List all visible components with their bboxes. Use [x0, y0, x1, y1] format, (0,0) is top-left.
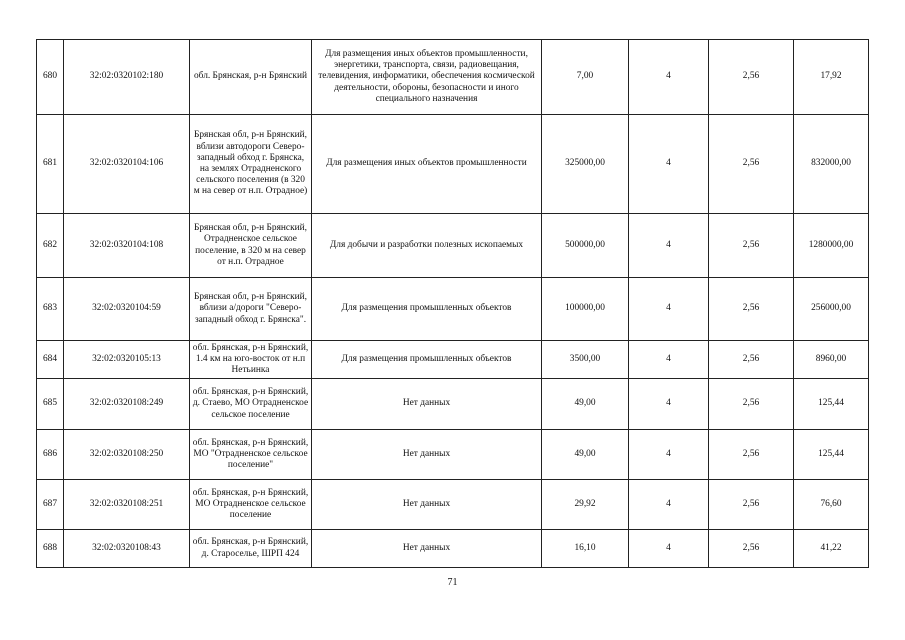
land-use-purpose: Нет данных [312, 530, 542, 568]
area: 100000,00 [542, 278, 629, 341]
rate: 2,56 [709, 379, 794, 430]
table-row [37, 379, 869, 430]
coefficient: 4 [629, 115, 709, 214]
rate: 2,56 [709, 430, 794, 480]
rate: 2,56 [709, 480, 794, 530]
table-row [37, 480, 869, 530]
amount: 125,44 [794, 430, 869, 480]
row-number: 680 [37, 40, 64, 115]
row-number: 684 [37, 341, 64, 379]
cadastral-number: 32:02:0320102:180 [64, 40, 190, 115]
address: Брянская обл, р-н Брянский, вблизи автодороги Северо-западный обход г. Брянска, на землях Отрадненского сельского поселения (в 320 м на север от н.п. Отрадное) [190, 115, 312, 214]
table-row [37, 341, 869, 379]
amount: 125,44 [794, 379, 869, 430]
address: обл. Брянская, р-н Брянский [190, 40, 312, 115]
area: 7,00 [542, 40, 629, 115]
rate: 2,56 [709, 115, 794, 214]
row-number: 683 [37, 278, 64, 341]
land-use-purpose: Нет данных [312, 430, 542, 480]
amount: 8960,00 [794, 341, 869, 379]
cadastral-number: 32:02:0320104:106 [64, 115, 190, 214]
rate: 2,56 [709, 530, 794, 568]
row-number: 688 [37, 530, 64, 568]
area: 3500,00 [542, 341, 629, 379]
table-row [37, 278, 869, 341]
address: обл. Брянская, р-н Брянский, д. Стаево, МО Отрадненское сельское поселение [190, 379, 312, 430]
land-use-purpose: Нет данных [312, 379, 542, 430]
table-body [37, 40, 869, 568]
table-row [37, 40, 869, 115]
table-row [37, 430, 869, 480]
address: Брянская обл, р-н Брянский, Отрадненское сельское поселение, в 320 м на север от н.п. Отрадное [190, 214, 312, 278]
row-number: 687 [37, 480, 64, 530]
cadastral-number: 32:02:0320108:43 [64, 530, 190, 568]
cadastral-number: 32:02:0320108:249 [64, 379, 190, 430]
rate: 2,56 [709, 214, 794, 278]
cadastral-number: 32:02:0320105:13 [64, 341, 190, 379]
coefficient: 4 [629, 430, 709, 480]
address: Брянская обл, р-н Брянский, вблизи а/дороги "Северо-западный обход г. Брянска". [190, 278, 312, 341]
amount: 76,60 [794, 480, 869, 530]
coefficient: 4 [629, 278, 709, 341]
table-row [37, 214, 869, 278]
cadastral-number: 32:02:0320104:59 [64, 278, 190, 341]
address: обл. Брянская, р-н Брянский, д. Староселье, ШРП 424 [190, 530, 312, 568]
land-use-purpose: Для размещения промышленных объектов [312, 278, 542, 341]
rate: 2,56 [709, 40, 794, 115]
coefficient: 4 [629, 341, 709, 379]
land-use-purpose: Для размещения промышленных объектов [312, 341, 542, 379]
amount: 1280000,00 [794, 214, 869, 278]
land-use-purpose: Для размещения иных объектов промышленности, энергетики, транспорта, связи, радиовещания, телевидения, информатики, обеспечения космической деятельности, обороны, безопасности и иного специального назначения [312, 40, 542, 115]
coefficient: 4 [629, 40, 709, 115]
cadastral-number: 32:02:0320108:250 [64, 430, 190, 480]
page-number: 71 [447, 577, 458, 588]
area: 325000,00 [542, 115, 629, 214]
row-number: 682 [37, 214, 64, 278]
row-number: 686 [37, 430, 64, 480]
table-row [37, 530, 869, 568]
amount: 17,92 [794, 40, 869, 115]
coefficient: 4 [629, 379, 709, 430]
area: 16,10 [542, 530, 629, 568]
amount: 41,22 [794, 530, 869, 568]
coefficient: 4 [629, 214, 709, 278]
row-number: 681 [37, 115, 64, 214]
address: обл. Брянская, р-н Брянский, МО "Отрадненское сельское поселение" [190, 430, 312, 480]
address: обл. Брянская, р-н Брянский, МО Отрадненское сельское поселение [190, 480, 312, 530]
coefficient: 4 [629, 480, 709, 530]
cadastral-number: 32:02:0320108:251 [64, 480, 190, 530]
coefficient: 4 [629, 530, 709, 568]
row-number: 685 [37, 379, 64, 430]
land-use-purpose: Нет данных [312, 480, 542, 530]
area: 500000,00 [542, 214, 629, 278]
rate: 2,56 [709, 278, 794, 341]
amount: 256000,00 [794, 278, 869, 341]
amount: 832000,00 [794, 115, 869, 214]
area: 29,92 [542, 480, 629, 530]
land-use-purpose: Для размещения иных объектов промышленности [312, 115, 542, 214]
address: обл. Брянская, р-н Брянский, 1.4 км на юго-восток от н.п Нетьинка [190, 341, 312, 379]
area: 49,00 [542, 379, 629, 430]
table-row [37, 115, 869, 214]
land-use-purpose: Для добычи и разработки полезных ископаемых [312, 214, 542, 278]
area: 49,00 [542, 430, 629, 480]
cadastral-number: 32:02:0320104:108 [64, 214, 190, 278]
land-parcels-table [36, 39, 869, 568]
rate: 2,56 [709, 341, 794, 379]
